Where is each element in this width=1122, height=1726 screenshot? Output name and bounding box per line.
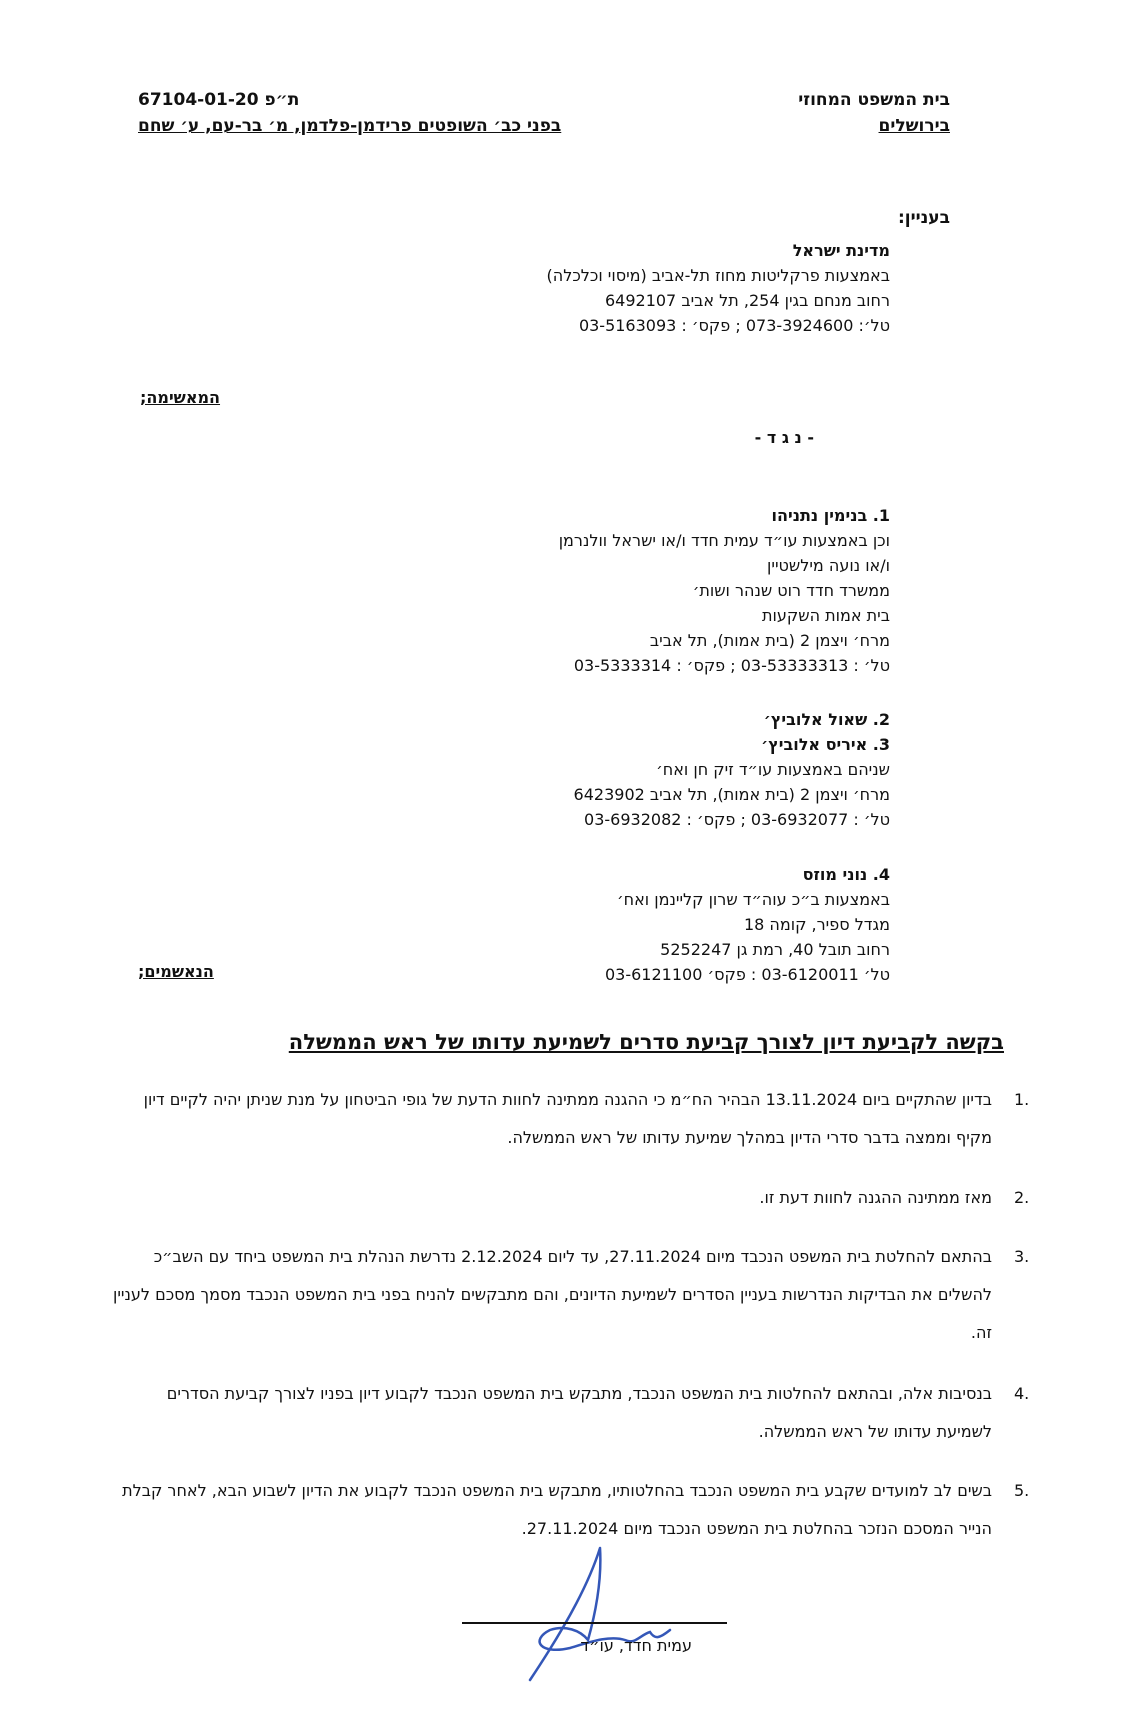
defendant-line: וכן באמצעות עו״ד עמית חדד ו/או ישראל וולנרמן [558,531,890,550]
prosecution-role: המאשימה; [140,388,221,407]
prosecution-line: טל׳: 073-3924600 ; פקס׳ : 03-5163093 [578,316,890,335]
defendant-name: 1. בנימין נתניהו [771,506,890,525]
paragraph-number: 1. [1014,1090,1030,1109]
defendant-name: 3. איריס אלוביץ׳ [761,735,890,754]
defendant-block-1 [559,503,890,678]
prosecution-line: רחוב מנחם בגין 254, תל אביב 6492107 [604,291,890,310]
defendant-name: 4. נוני מוזס [802,865,890,884]
handwritten-signature [490,1540,740,1690]
defendants-role: הנאשמים; [138,962,214,981]
defendant-block-2 [574,707,890,832]
defendant-line: טל׳ 03-6120011 : פקס׳ 03-6121100 [604,965,890,984]
prosecution-block [547,238,890,338]
paragraph: מאז ממתינה ההגנה לחוות דעת זו. [759,1188,992,1207]
paragraph-number: 2. [1014,1188,1030,1207]
defendant-line: טל׳ : 03-53333313 ; פקס׳ : 03-5333314 [573,656,890,675]
defendant-line: מרח׳ ויצמן 2 (בית אמות), תל אביב [649,631,890,650]
paragraph: בשים לב למועדים שקבע בית המשפט הנכבד בהחלטותיו, מתבקש בית המשפט הנכבד לקבוע את הדיון לשבוע הבא, לאחר קבלת הנייר המסכם הנזכר בהחלטת בית המשפט הנכבד מיום 27.11.2024. [122,1481,992,1538]
defendant-block-4 [605,862,890,987]
defendant-line: באמצעות ב״כ עוה״ד שרון קליינמן ואח׳ [617,890,890,909]
defendant-line: רחוב תובל 40, רמת גן 5252247 [660,940,890,959]
paragraph: בדיון שהתקיים ביום 13.11.2024 הבהיר הח״מ כי ההגנה ממתינה לחוות הדעת של גופי הביטחון על מנת שניתן יהיה לקיים דיון מקיף וממצה בדבר סדרי הדיון במהלך שמיעת עדותו של ראש הממשלה. [143,1090,992,1147]
signature-line [462,1622,727,1624]
versus-label: - נ ג ד - [754,428,814,447]
defendant-line: טל׳ : 03-6932077 ; פקס׳ : 03-6932082 [584,810,890,829]
matter-label: בעניין: [897,208,950,228]
paragraph-number: 5. [1014,1481,1030,1500]
paragraph-number: 4. [1014,1384,1030,1403]
court-location: בירושלים [878,116,950,136]
paragraph-number: 3. [1014,1247,1030,1266]
prosecution-name: מדינת ישראל [792,241,890,260]
document-title: בקשה לקביעת דיון לצורך קביעת סדרים לשמיעת עדותו של ראש הממשלה [288,1030,1004,1054]
defendant-name: 2. שאול אלוביץ׳ [763,710,890,729]
defendant-line: ו/או נועה מילשטיין [767,556,890,575]
defendant-line: מגדל ספיר, קומה 18 [743,915,890,934]
defendant-line: בית אמות השקעות [762,606,890,625]
paragraph: בהתאם להחלטת בית המשפט הנכבד מיום 27.11.2024, עד ליום 2.12.2024 נדרשת הנהלת בית המשפט ביחד עם השב״כ להשלים את הבדיקות הנדרשות בעניין הסדרים לשמיעת הדיונים, והם מתבקשים להניח בפני בית המשפט הנכבד מסמך מסכם לעניין זה. [112,1247,992,1342]
paragraph: בנסיבות אלה, ובהתאם להחלטות בית המשפט הנכבד, מתבקש בית המשפט הנכבד לקבוע דיון בפניו לצורך קביעת הסדרים לשמיעת עדותו של ראש הממשלה. [166,1384,992,1441]
defendant-line: ממשרד חדד רוט שנהר ושות׳ [692,581,890,600]
defendant-line: מרח׳ ויצמן 2 (בית אמות), תל אביב 6423902 [573,785,890,804]
judges-line: בפני כב׳ השופטים פרידמן-פלדמן, מ׳ בר-עם, ע׳ שחם [138,116,562,136]
prosecution-line: באמצעות פרקליטות מחוז תל-אביב (מיסוי וכלכלה) [546,266,890,285]
court-name: בית המשפט המחוזי [798,90,950,110]
signatory-name: עמית חדד, עו״ד [580,1636,692,1655]
case-number: ת״פ 67104-01-20 [138,90,300,110]
defendant-line: שניהם באמצעות עו״ד זיק חן ואח׳ [656,760,890,779]
